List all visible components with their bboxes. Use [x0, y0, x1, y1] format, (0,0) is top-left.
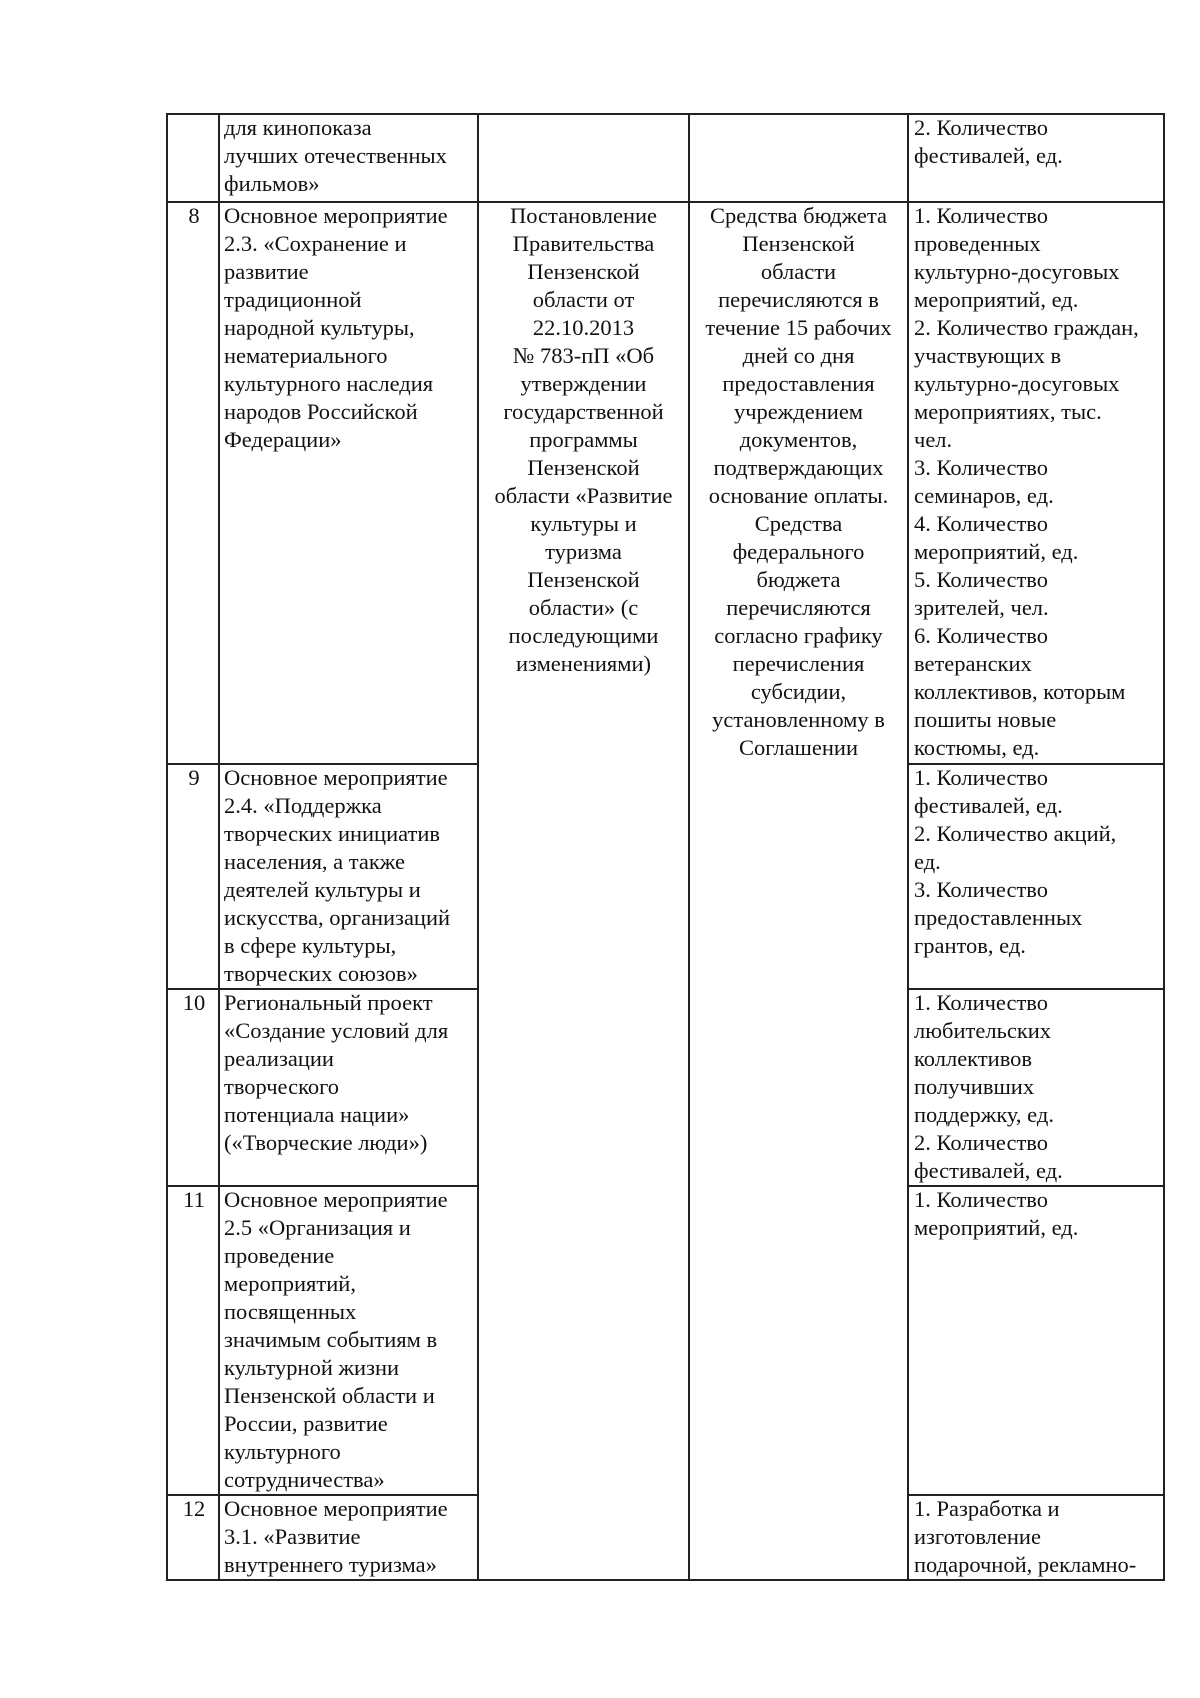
event-name: для кинопоказа лучших отечественных фильмов»: [224, 115, 447, 196]
event-name: Региональный проект «Создание условий для реализации творческого потенциала нации» («Творческие люди»): [224, 990, 449, 1155]
document-table: [166, 113, 1165, 1581]
indicators: 1. Количество любительских коллективов получивших поддержку, ед. 2. Количество фестивалей, ед.: [914, 990, 1063, 1183]
row-number: 11: [183, 1187, 205, 1212]
row-number: 9: [188, 765, 200, 790]
funding-procedure: Средства бюджета Пензенской области перечисляются в течение 15 рабочих дней со дня предоставления учреждением документов, подтверждающих основание оплаты. Средства федерального бюджета перечисляются согласно графику перечисления субсидии, установленному в Соглашении: [705, 203, 892, 760]
indicators: 1. Количество мероприятий, ед.: [914, 1187, 1079, 1240]
event-name: Основное мероприятие 3.1. «Развитие внутреннего туризма»: [224, 1496, 448, 1577]
row-number: 8: [188, 203, 200, 228]
col-divider-4: [907, 115, 909, 1579]
legal-basis: Постановление Правительства Пензенской области от 22.10.2013 № 783-пП «Об утверждении государственной программы Пензенской области «Развитие культуры и туризма Пензенской области» (с последующими изменениями): [494, 203, 673, 676]
indicators: 1. Разработка и изготовление подарочной, рекламно-: [914, 1496, 1137, 1577]
indicators: 1. Количество фестивалей, ед. 2. Количество акций, ед. 3. Количество предоставленных грантов, ед.: [914, 765, 1117, 958]
event-name: Основное мероприятие 2.5 «Организация и проведение мероприятий, посвященных значимым событиям в культурной жизни Пензенской области и России, развитие культурного сотрудничества»: [224, 1187, 448, 1492]
indicators: 1. Количество проведенных культурно-досуговых мероприятий, ед. 2. Количество граждан, участвующих в культурно-досуговых мероприятиях, тыс. чел. 3. Количество семинаров, ед. 4. Количество мероприятий, ед. 5. Количество зрителей, чел. 6. Количество ветеранских коллективов, которым пошиты новые костюмы, ед.: [914, 203, 1139, 760]
col-divider-1: [218, 115, 220, 1579]
indicators: 2. Количество фестивалей, ед.: [914, 115, 1063, 168]
event-name: Основное мероприятие 2.3. «Сохранение и развитие традиционной народной культуры, нематериального культурного наследия народов Российской Федерации»: [224, 203, 448, 452]
row-number: 12: [182, 1496, 206, 1521]
row-number: 10: [182, 990, 206, 1015]
event-name: Основное мероприятие 2.4. «Поддержка творческих инициатив населения, а также деятелей культуры и искусства, организаций в сфере культуры, творческих союзов»: [224, 765, 451, 986]
